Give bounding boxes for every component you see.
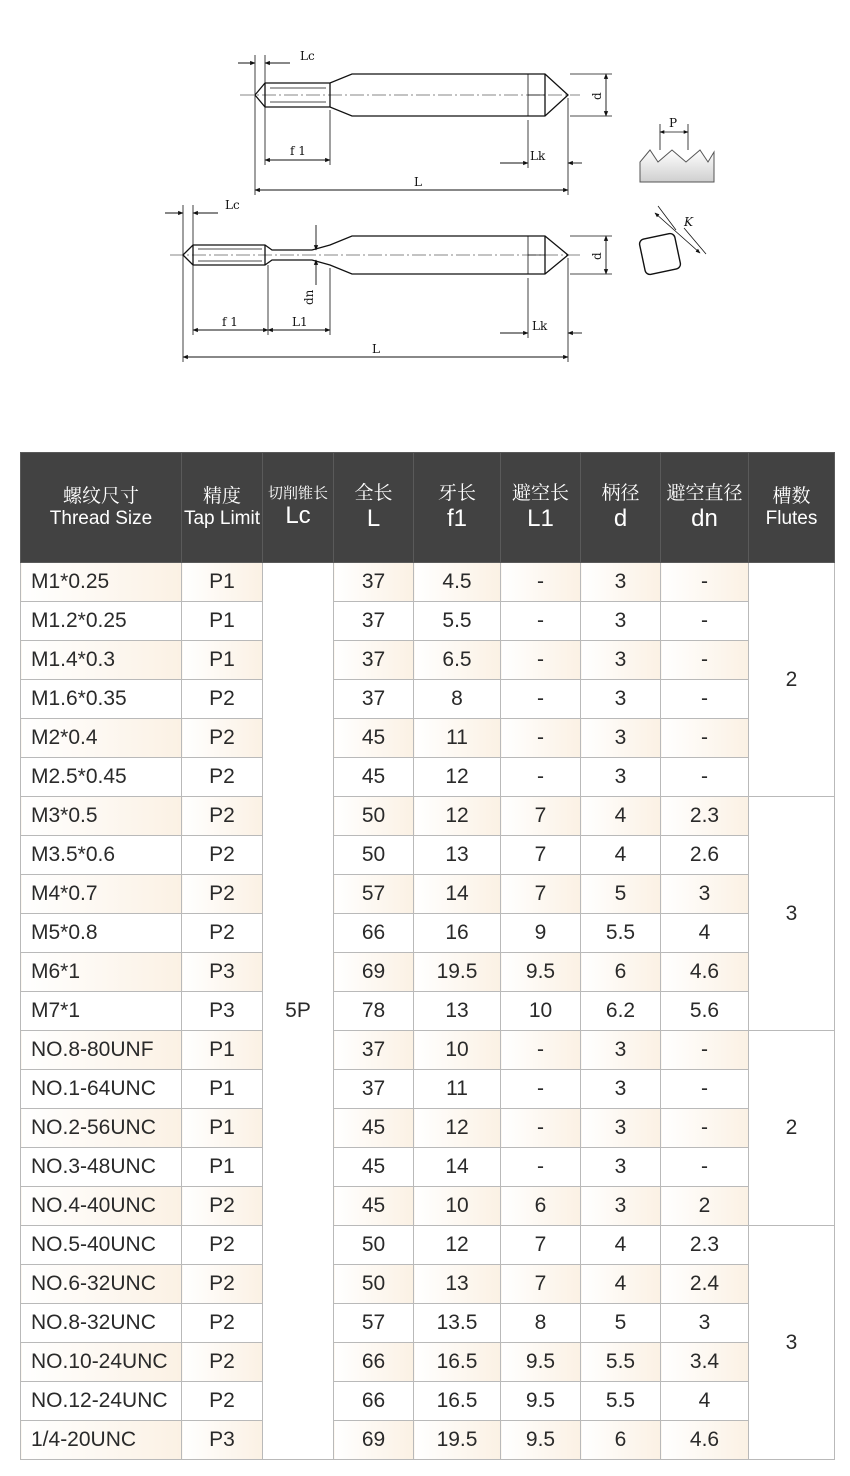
d-cell: 3 <box>581 758 661 797</box>
f1-cell: 19.5 <box>414 953 501 992</box>
d-cell: 4 <box>581 836 661 875</box>
tap-limit-cell: P1 <box>182 641 263 680</box>
header-tap-limit: 精度 Tap Limit <box>182 453 263 563</box>
d-cell: 3 <box>581 680 661 719</box>
table-row <box>21 1343 835 1382</box>
l1-cell: 9.5 <box>501 953 581 992</box>
tap-limit-cell: P2 <box>182 1187 263 1226</box>
square-shank-icon <box>639 206 706 275</box>
d-cell: 3 <box>581 641 661 680</box>
dn-cell: 4.6 <box>661 953 749 992</box>
l1-cell: 7 <box>501 1226 581 1265</box>
l-cell: 69 <box>334 953 414 992</box>
table-row <box>21 1304 835 1343</box>
tap-limit-cell: P1 <box>182 1070 263 1109</box>
dn-cell: - <box>661 1148 749 1187</box>
l1-cell: 9.5 <box>501 1382 581 1421</box>
table-row <box>21 1070 835 1109</box>
thread-size-cell: M1*0.25 <box>21 563 182 602</box>
spec-table <box>20 452 835 1460</box>
tap-limit-cell: P3 <box>182 953 263 992</box>
f1-cell: 11 <box>414 1070 501 1109</box>
f1-cell: 12 <box>414 1109 501 1148</box>
thread-size-cell: M2.5*0.45 <box>21 758 182 797</box>
thread-size-cell: M6*1 <box>21 953 182 992</box>
tap-limit-cell: P3 <box>182 992 263 1031</box>
l-cell: 45 <box>334 758 414 797</box>
bottom-lk-label: Lk <box>532 319 548 333</box>
d-cell: 3 <box>581 1148 661 1187</box>
l-cell: 45 <box>334 1187 414 1226</box>
l1-cell: - <box>501 680 581 719</box>
d-cell: 3 <box>581 563 661 602</box>
top-tap-drawing <box>238 55 612 195</box>
f1-cell: 8 <box>414 680 501 719</box>
table-row <box>21 875 835 914</box>
d-cell: 4 <box>581 1226 661 1265</box>
l1-cell: - <box>501 719 581 758</box>
tap-dimension-diagram <box>0 0 850 400</box>
thread-size-cell: NO.3-48UNC <box>21 1148 182 1187</box>
tap-limit-cell: P1 <box>182 602 263 641</box>
l-cell: 66 <box>334 1382 414 1421</box>
dn-cell: 5.6 <box>661 992 749 1031</box>
flutes-group-cell: 3 <box>749 797 835 1031</box>
dn-cell: - <box>661 680 749 719</box>
table-body <box>21 563 835 1460</box>
l1-cell: - <box>501 1031 581 1070</box>
l-cell: 37 <box>334 563 414 602</box>
tap-limit-cell: P2 <box>182 1265 263 1304</box>
top-f1-label: f 1 <box>290 144 306 158</box>
l1-cell: - <box>501 1109 581 1148</box>
top-d-label: d <box>590 92 604 100</box>
table-row <box>21 992 835 1031</box>
d-cell: 3 <box>581 719 661 758</box>
d-cell: 5 <box>581 1304 661 1343</box>
tap-limit-cell: P1 <box>182 1031 263 1070</box>
l1-cell: 9 <box>501 914 581 953</box>
dn-cell: 3.4 <box>661 1343 749 1382</box>
f1-cell: 5.5 <box>414 602 501 641</box>
dn-cell: 3 <box>661 1304 749 1343</box>
thread-size-cell: NO.5-40UNC <box>21 1226 182 1265</box>
tap-limit-cell: P1 <box>182 1109 263 1148</box>
thread-size-cell: M3*0.5 <box>21 797 182 836</box>
dn-cell: - <box>661 719 749 758</box>
dn-cell: 4 <box>661 914 749 953</box>
thread-size-cell: NO.4-40UNC <box>21 1187 182 1226</box>
dn-cell: - <box>661 563 749 602</box>
f1-cell: 16.5 <box>414 1343 501 1382</box>
dn-cell: 2.3 <box>661 797 749 836</box>
tap-limit-cell: P2 <box>182 797 263 836</box>
thread-size-cell: NO.6-32UNC <box>21 1265 182 1304</box>
tap-limit-cell: P3 <box>182 1421 263 1460</box>
l-cell: 45 <box>334 1109 414 1148</box>
l1-cell: - <box>501 1070 581 1109</box>
thread-size-cell: NO.8-80UNF <box>21 1031 182 1070</box>
f1-cell: 4.5 <box>414 563 501 602</box>
thread-size-cell: NO.8-32UNC <box>21 1304 182 1343</box>
f1-cell: 19.5 <box>414 1421 501 1460</box>
bottom-lc-label: Lc <box>225 198 240 212</box>
l-cell: 45 <box>334 719 414 758</box>
l-cell: 37 <box>334 680 414 719</box>
table-row <box>21 641 835 680</box>
l1-cell: 7 <box>501 875 581 914</box>
l1-cell: - <box>501 602 581 641</box>
table-row <box>21 758 835 797</box>
l-cell: 66 <box>334 914 414 953</box>
thread-size-cell: M1.2*0.25 <box>21 602 182 641</box>
d-cell: 5 <box>581 875 661 914</box>
d-cell: 5.5 <box>581 914 661 953</box>
dn-cell: 3 <box>661 875 749 914</box>
bottom-l1-label: L1 <box>292 315 308 329</box>
tap-limit-cell: P2 <box>182 719 263 758</box>
f1-cell: 14 <box>414 1148 501 1187</box>
top-lk-label: Lk <box>530 149 546 163</box>
thread-size-cell: M1.6*0.35 <box>21 680 182 719</box>
d-cell: 4 <box>581 797 661 836</box>
l-cell: 78 <box>334 992 414 1031</box>
dn-cell: - <box>661 1031 749 1070</box>
l1-cell: - <box>501 641 581 680</box>
l-cell: 57 <box>334 1304 414 1343</box>
table-row <box>21 1187 835 1226</box>
d-cell: 4 <box>581 1265 661 1304</box>
f1-cell: 12 <box>414 1226 501 1265</box>
table-row <box>21 1265 835 1304</box>
table-row <box>21 1421 835 1460</box>
header-f1: 牙长 f1 <box>414 453 501 563</box>
tap-limit-cell: P2 <box>182 680 263 719</box>
l1-cell: - <box>501 758 581 797</box>
thread-size-cell: NO.1-64UNC <box>21 1070 182 1109</box>
f1-cell: 13.5 <box>414 1304 501 1343</box>
f1-cell: 13 <box>414 836 501 875</box>
thread-size-cell: 1/4-20UNC <box>21 1421 182 1460</box>
l-cell: 66 <box>334 1343 414 1382</box>
l1-cell: 7 <box>501 836 581 875</box>
header-thread-size: 螺纹尺寸 Thread Size <box>21 453 182 563</box>
thread-size-cell: M1.4*0.3 <box>21 641 182 680</box>
l-cell: 37 <box>334 1031 414 1070</box>
l-cell: 50 <box>334 836 414 875</box>
f1-cell: 16.5 <box>414 1382 501 1421</box>
table-row <box>21 953 835 992</box>
thread-size-cell: M4*0.7 <box>21 875 182 914</box>
dn-cell: 2 <box>661 1187 749 1226</box>
l1-cell: - <box>501 1148 581 1187</box>
tap-limit-cell: P2 <box>182 914 263 953</box>
pitch-label: P <box>669 116 678 130</box>
table-row <box>21 563 835 602</box>
bottom-d-label: d <box>590 252 604 260</box>
table-row <box>21 797 835 836</box>
l1-cell: 9.5 <box>501 1343 581 1382</box>
dn-cell: - <box>661 1070 749 1109</box>
f1-cell: 13 <box>414 992 501 1031</box>
d-cell: 5.5 <box>581 1382 661 1421</box>
l-cell: 37 <box>334 602 414 641</box>
f1-cell: 12 <box>414 797 501 836</box>
tap-limit-cell: P2 <box>182 1382 263 1421</box>
dn-cell: 4.6 <box>661 1421 749 1460</box>
d-cell: 6.2 <box>581 992 661 1031</box>
dn-cell: - <box>661 602 749 641</box>
flutes-group-cell: 2 <box>749 563 835 797</box>
thread-pitch-icon <box>640 124 714 182</box>
tap-limit-cell: P2 <box>182 758 263 797</box>
thread-size-cell: NO.2-56UNC <box>21 1109 182 1148</box>
table-header-row <box>21 453 835 563</box>
l1-cell: 8 <box>501 1304 581 1343</box>
l1-cell: 10 <box>501 992 581 1031</box>
l-cell: 50 <box>334 1265 414 1304</box>
f1-cell: 12 <box>414 758 501 797</box>
l-cell: 57 <box>334 875 414 914</box>
table-row <box>21 1382 835 1421</box>
tap-limit-cell: P1 <box>182 563 263 602</box>
thread-size-cell: NO.10-24UNC <box>21 1343 182 1382</box>
f1-cell: 13 <box>414 1265 501 1304</box>
d-cell: 6 <box>581 1421 661 1460</box>
thread-size-cell: M5*0.8 <box>21 914 182 953</box>
d-cell: 3 <box>581 1031 661 1070</box>
table-row <box>21 1226 835 1265</box>
tap-limit-cell: P2 <box>182 875 263 914</box>
f1-cell: 10 <box>414 1031 501 1070</box>
d-cell: 3 <box>581 602 661 641</box>
f1-cell: 14 <box>414 875 501 914</box>
bottom-l-label: L <box>372 342 380 356</box>
table-row <box>21 1031 835 1070</box>
flutes-group-cell: 3 <box>749 1226 835 1460</box>
tap-limit-cell: P2 <box>182 1343 263 1382</box>
l1-cell: 6 <box>501 1187 581 1226</box>
table-row <box>21 1109 835 1148</box>
dn-cell: 4 <box>661 1382 749 1421</box>
flutes-group-cell: 2 <box>749 1031 835 1226</box>
bottom-dn-label: dn <box>302 289 316 305</box>
l-cell: 50 <box>334 797 414 836</box>
dn-cell: - <box>661 758 749 797</box>
top-l-label: L <box>414 175 422 189</box>
thread-size-cell: M7*1 <box>21 992 182 1031</box>
d-cell: 3 <box>581 1109 661 1148</box>
top-lc-label: Lc <box>300 49 315 63</box>
bottom-tap-drawing <box>165 205 612 362</box>
header-flutes: 槽数 Flutes <box>749 453 835 563</box>
l1-cell: 7 <box>501 1265 581 1304</box>
dn-cell: - <box>661 1109 749 1148</box>
lc-value-cell: 5P <box>263 563 334 1460</box>
thread-size-cell: M2*0.4 <box>21 719 182 758</box>
l-cell: 45 <box>334 1148 414 1187</box>
f1-cell: 11 <box>414 719 501 758</box>
header-dn: 避空直径 dn <box>661 453 749 563</box>
d-cell: 5.5 <box>581 1343 661 1382</box>
dn-cell: 2.3 <box>661 1226 749 1265</box>
dn-cell: - <box>661 641 749 680</box>
table-row <box>21 836 835 875</box>
d-cell: 6 <box>581 953 661 992</box>
f1-cell: 10 <box>414 1187 501 1226</box>
d-cell: 3 <box>581 1070 661 1109</box>
tap-limit-cell: P2 <box>182 836 263 875</box>
table-row <box>21 602 835 641</box>
dn-cell: 2.4 <box>661 1265 749 1304</box>
l-cell: 50 <box>334 1226 414 1265</box>
tap-limit-cell: P2 <box>182 1304 263 1343</box>
f1-cell: 16 <box>414 914 501 953</box>
l1-cell: - <box>501 563 581 602</box>
thread-size-cell: NO.12-24UNC <box>21 1382 182 1421</box>
header-lc: 切削锥长 Lc <box>263 453 334 563</box>
header-d: 柄径 d <box>581 453 661 563</box>
l-cell: 37 <box>334 641 414 680</box>
l-cell: 69 <box>334 1421 414 1460</box>
l1-cell: 9.5 <box>501 1421 581 1460</box>
bottom-f1-label: f 1 <box>222 315 238 329</box>
l-cell: 37 <box>334 1070 414 1109</box>
l1-cell: 7 <box>501 797 581 836</box>
header-l: 全长 L <box>334 453 414 563</box>
table-row <box>21 914 835 953</box>
thread-size-cell: M3.5*0.6 <box>21 836 182 875</box>
table-row <box>21 680 835 719</box>
dn-cell: 2.6 <box>661 836 749 875</box>
d-cell: 3 <box>581 1187 661 1226</box>
tap-limit-cell: P1 <box>182 1148 263 1187</box>
header-l1: 避空长 L1 <box>501 453 581 563</box>
table-row <box>21 719 835 758</box>
f1-cell: 6.5 <box>414 641 501 680</box>
table-row <box>21 1148 835 1187</box>
square-k-label: K <box>684 215 693 229</box>
tap-limit-cell: P2 <box>182 1226 263 1265</box>
